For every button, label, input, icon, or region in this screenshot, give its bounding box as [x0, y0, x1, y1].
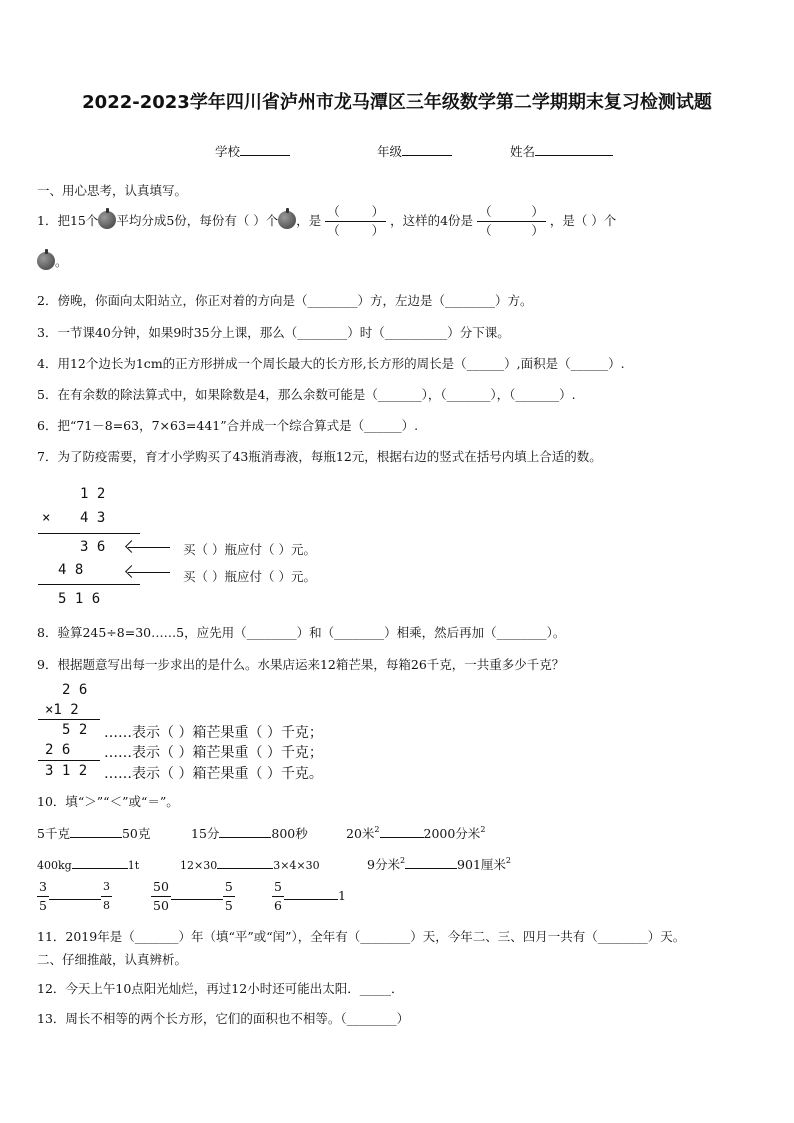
name-blank[interactable]	[535, 141, 613, 156]
q7-note-2: 买（ ）瓶应付（ ）元。	[183, 569, 316, 584]
q10-blank[interactable]	[219, 823, 271, 838]
school-field	[215, 141, 290, 160]
question-3: 3．一节课40分钟，如果9时35分上课，那么（________）时（__________）分下课。	[37, 325, 510, 340]
question-8: 8．验算245÷8=30……5，应先用（________）和（________）相乘，然后再加（________）。	[37, 625, 566, 640]
fraction: $\frac{50}{50}$	[153, 879, 169, 913]
q7-multiplier: 4 3	[80, 510, 106, 526]
q7-product: 5 1 6	[58, 591, 101, 607]
grade-label: 年级	[377, 144, 403, 159]
question-4: 4．用12个边长为1cm的正方形拼成一个周长最大的长方形,长方形的周长是（______）,面积是（______）.	[37, 356, 625, 371]
q9-product: 3 1 2	[45, 763, 88, 779]
q10-blank[interactable]	[171, 885, 223, 900]
q7-partial-2: 4 8	[58, 562, 84, 578]
fraction: $\frac{5}{5}$	[224, 879, 233, 913]
q9-line-2	[38, 760, 100, 761]
grade-field	[377, 141, 452, 160]
tomato-icon	[37, 252, 55, 270]
question-1-cont	[37, 252, 68, 270]
section-2-heading: 二、仔细推敲，认真辨析。	[37, 952, 188, 967]
question-6: 6．把“71－8=63，7×63=441”合并成一个综合算式是（______）.	[37, 418, 419, 433]
q1-text-a: 1．把15个	[37, 213, 99, 228]
q10-row-2: 400kg 1t	[37, 854, 139, 872]
q9-multiplicand: 2 6	[62, 682, 88, 698]
question-9: 9．根据题意写出每一步求出的是什么。水果店运来12箱芒果，每箱26千克，一共重多少千克？	[37, 657, 565, 672]
q7-multiplicand: 1 2	[80, 486, 106, 502]
name-field	[510, 141, 613, 160]
question-10: 10．填“＞”“＜”或“＝”。	[37, 794, 179, 809]
q7-times-sign: ×	[42, 510, 51, 526]
q9-note-1: ……表示（ ）箱芒果重（ ）千克；	[104, 725, 323, 741]
school-blank[interactable]	[240, 141, 290, 156]
question-13: 13．周长不相等的两个长方形，它们的面积也不相等。（________）	[37, 1011, 410, 1026]
left-arrow-icon	[128, 547, 170, 548]
tomato-icon	[98, 211, 116, 229]
q10-blank[interactable]	[284, 885, 338, 900]
q1-fraction-1[interactable]: $\frac{( )}{( )}$	[327, 204, 385, 238]
q10-blank[interactable]	[380, 823, 424, 838]
question-11: 11．2019年是（_______）年（填“平”或“闰”），全年有（________）天，今年二、三、四月一共有（________）天。	[37, 929, 686, 944]
question-5: 5．在有余数的除法算式中，如果除数是4，那么余数可能是（_______），（_______），（_______）.	[37, 387, 576, 402]
question-1	[37, 201, 616, 241]
q10-row-3c: $\frac{5}{6}$ 1	[274, 879, 346, 913]
q7-partial-1: 3 6	[80, 539, 106, 555]
fraction: $\frac{5}{6}$	[274, 879, 282, 913]
section-1-heading: 一、用心思考，认真填写。	[37, 183, 188, 198]
q1-text-f: 。	[55, 254, 68, 269]
school-label: 学校	[215, 144, 241, 159]
q10-blank[interactable]	[217, 854, 273, 869]
q10-row-1: 5千克 50克	[37, 823, 150, 842]
q10-row-3	[37, 878, 112, 915]
q1-text-e: ，是（ ）个	[549, 213, 617, 228]
q1-fraction-2[interactable]: $\frac{( )}{( )}$	[479, 204, 544, 238]
left-arrow-icon	[128, 572, 170, 573]
q9-multiplier: ×1 2	[45, 702, 79, 718]
name-label: 姓名	[510, 144, 536, 159]
q10-row-1b: 15分 800秒	[191, 823, 308, 842]
question-12: 12．今天上午10点阳光灿烂，再过12小时还可能出太阳．_____．	[37, 981, 404, 996]
q9-partial-2: 2 6	[45, 742, 71, 758]
q7-note-1: 买（ ）瓶应付（ ）元。	[183, 542, 316, 557]
q1-text-d: ，这样的4份是	[390, 213, 474, 228]
q1-text-c: ，是	[296, 213, 322, 228]
q9-line-1	[38, 719, 100, 720]
q9-partial-1: 5 2	[62, 722, 88, 738]
q10-row-2b: 12×30 3×4×30	[180, 854, 320, 872]
q10-row-1c: 20米$^2$ 2000分米$^2$	[346, 825, 486, 841]
page-title: 2022-2023学年四川省泸州市龙马潭区三年级数学第二学期期末复习检测试题	[82, 92, 712, 113]
q10-blank[interactable]	[72, 854, 128, 869]
q10-blank[interactable]	[49, 885, 101, 900]
fraction: $\frac{3}{5}$	[39, 879, 47, 913]
fraction: $\frac{3}{8}$	[102, 880, 110, 912]
q1-text-b: 平均分成5份，每份有（ ）个	[116, 213, 279, 228]
question-7: 7．为了防疫需要，育才小学购买了43瓶消毒液，每瓶12元，根据右边的竖式在括号内填上合适的数。	[37, 449, 602, 464]
q9-note-3: ……表示（ ）箱芒果重（ ）千克。	[104, 766, 323, 782]
q10-blank[interactable]	[405, 854, 457, 869]
q7-line-1	[38, 533, 140, 534]
q7-line-2	[38, 584, 140, 585]
q10-blank[interactable]	[70, 823, 122, 838]
q10-row-3b	[151, 878, 235, 915]
grade-blank[interactable]	[402, 141, 452, 156]
q10-row-2c: 9分米$^2$ 901厘米$^2$	[367, 856, 511, 872]
q9-note-2: ……表示（ ）箱芒果重（ ）千克；	[104, 745, 323, 761]
tomato-icon	[278, 211, 296, 229]
question-2: 2．傍晚，你面向太阳站立，你正对着的方向是（________）方，左边是（________）方。	[37, 293, 533, 308]
